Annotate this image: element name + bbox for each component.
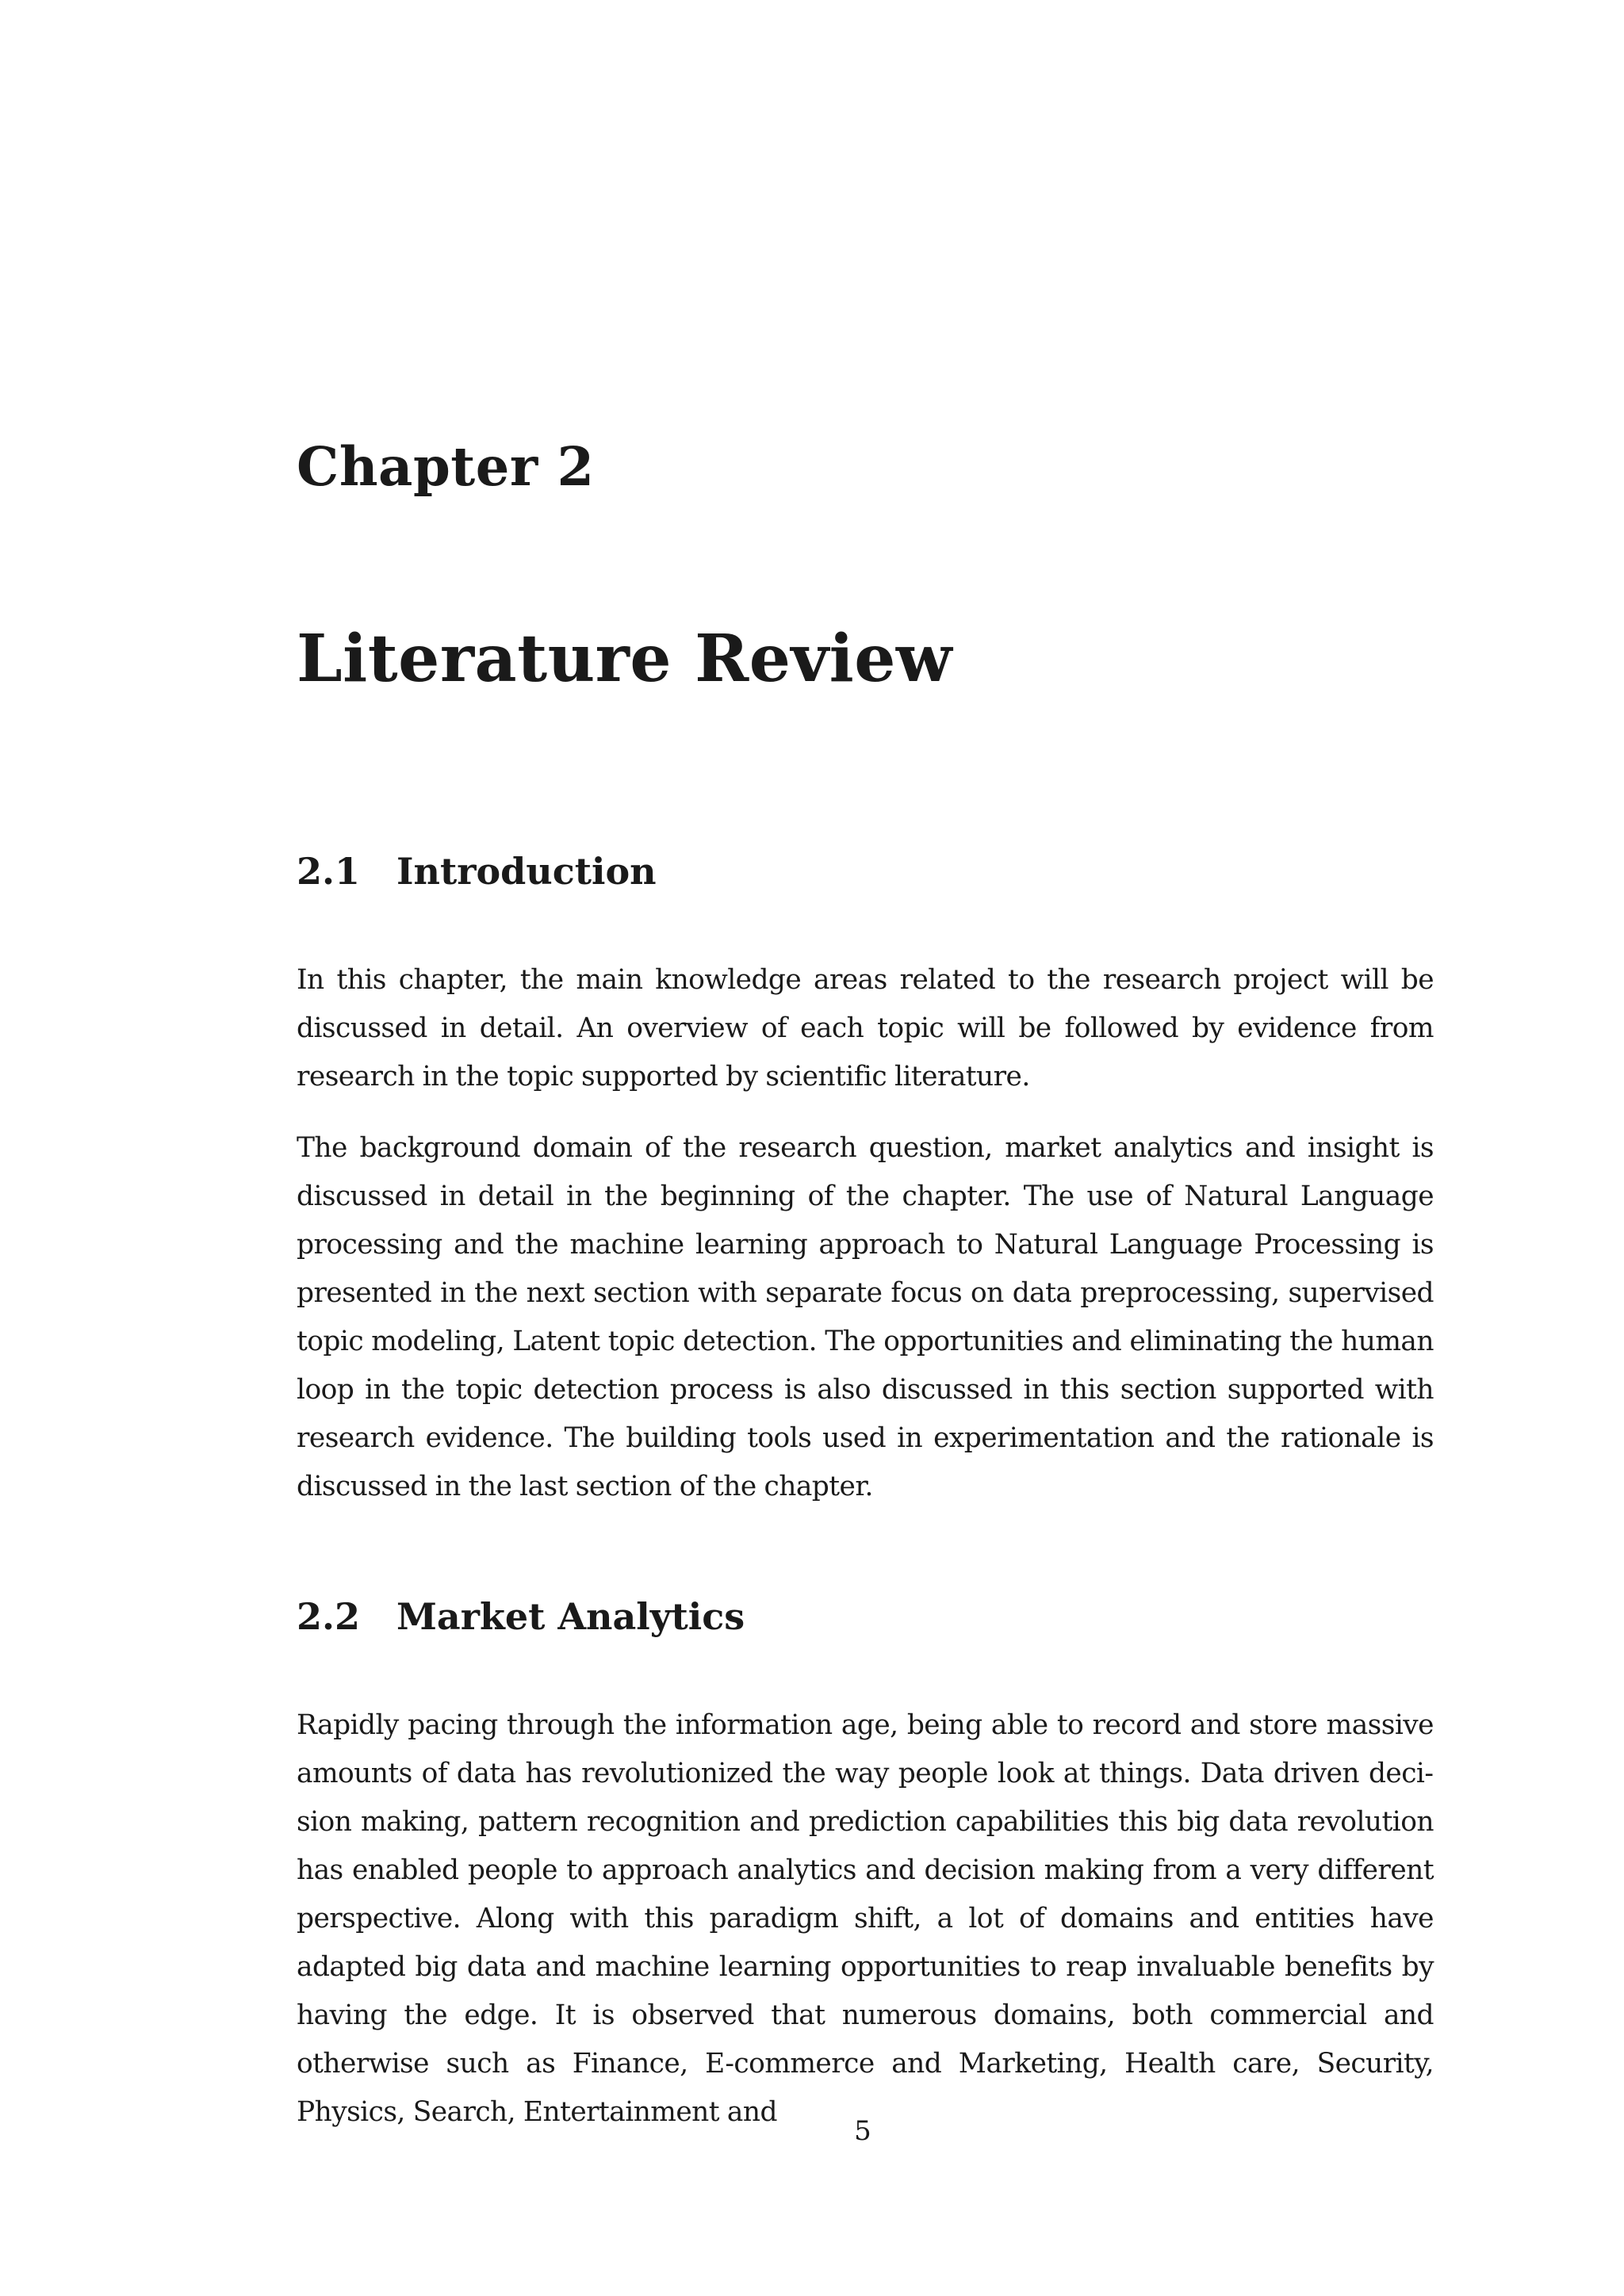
chapter-label: Chapter 2: [297, 435, 595, 498]
section-number: 2.2: [297, 1595, 361, 1638]
section-number: 2.1: [297, 850, 361, 893]
section-title: Introduction: [396, 850, 657, 893]
section-heading-market-analytics: [297, 1595, 745, 1638]
section-title: Market Analytics: [396, 1595, 745, 1638]
page-number: 5: [854, 2115, 871, 2147]
paragraph: In this chapter, the main knowledge areas related to the research project will be discussed in detail. An overview of each topic will be followed by evidence from research in the topic supported by scientific literature.: [297, 964, 1434, 1093]
paragraph: Rapidly pacing through the information age, being able to record and store massive amounts of data has revolutionized the way people look at things. Data driven decision making, pattern recognition and prediction capabilities this big data revolution has enabled people to approach analytics and decision making from a very different perspective. Along with this paradigm shift, a lot of domains and entities have adapted big data and machine learning opportunities to reap invaluable benefits by having the edge. It is observed that numerous domains, both commercial and otherwise such as Finance, E-commerce and Marketing, Health care, Security, Physics, Search, Entertainment and: [297, 1709, 1434, 2128]
section-heading-introduction: [297, 850, 657, 893]
chapter-title: Literature Review: [297, 621, 952, 697]
paragraph: The background domain of the research question, market analytics and insight is discussed in detail in the beginning of the chapter. The use of Natural Language processing and the machine learning approach to Natural Language Processing is presented in the next section with separate focus on data preprocessing, supervised topic modeling, Latent topic detection. The opportunities and eliminating the human loop in the topic detection process is also discussed in this section supported with research evidence. The building tools used in experimentation and the rationale is discussed in the last section of the chapter.: [297, 1132, 1434, 1502]
